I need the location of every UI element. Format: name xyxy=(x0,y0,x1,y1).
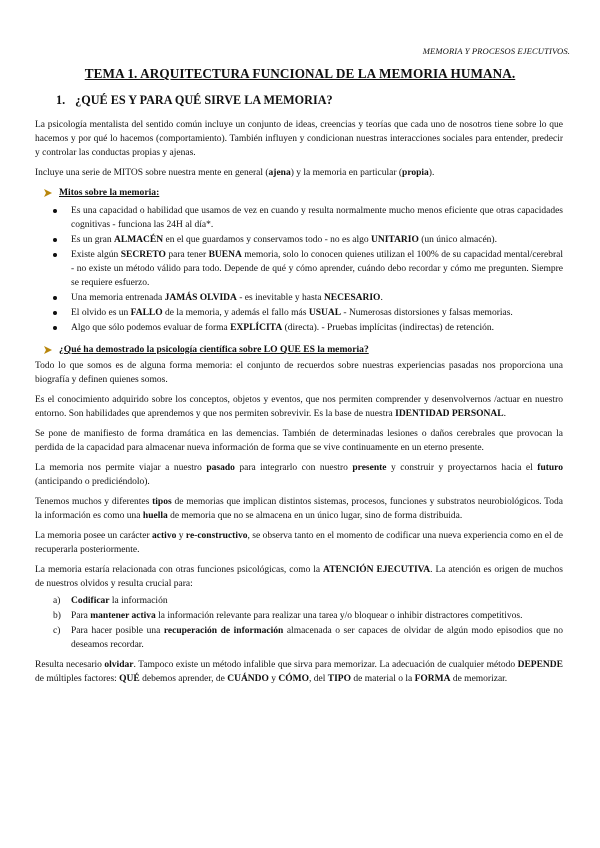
paragraph: Tenemos muchos y diferentes tipos de memorias que implican distintos sistemas, procesos, funciones y substratos neurobiológicos. Toda la información es como una huella de memoria que no se almacena en un único lugar, sino de forma distribuida. xyxy=(35,497,563,521)
paragraph: La memoria posee un carácter activo y re-constructivo, se observa tanto en el momento de codificar una nueva experiencia como en el de recuperarla posteriormente. xyxy=(35,531,564,555)
closing-paragraph: Resulta necesario olvidar. Tampoco existe un método infalible que sirva para memorizar. La adecuación de cualquier método DEPENDE de múltiples factores: QUÉ debemos aprender, de CUÁNDO y CÓMO, del TIPO de material o la FORMA de memorizar. xyxy=(35,660,563,684)
science-subheading: ¿Qué ha demostrado la psicología científica sobre LO QUE ES la memoria? xyxy=(43,343,563,357)
list-item: Existe algún SECRETO para tener BUENA memoria, solo lo conocen quienes utilizan el 100% de su capacidad mental/cerebral - no existe un método válido para todo. Depende de qué y cómo aprender, cuándo debo recordar y cómo me pregunten. Siempre se requiere esfuerzo. xyxy=(35,248,563,290)
paragraph: Es el conocimiento adquirido sobre los conceptos, objetos y eventos, que nos permiten comprender y desenvolvernos /actuar en nuestro entorno. Son habilidades que aprendemos y que nos permiten sobrevivir. Es la base de nuestra IDENTIDAD PERSONAL. xyxy=(35,395,563,419)
myths-subheading: Mitos sobre la memoria: xyxy=(43,186,563,200)
paragraph: La memoria nos permite viajar a nuestro pasado para integrarlo con nuestro presente y construir y proyectarnos hacia el futuro (anticipando o prediciéndolo). xyxy=(35,463,563,487)
paragraph: Todo lo que somos es de alguna forma memoria: el conjunto de recuerdos sobre nuestras experiencias pasadas nos proporciona una biografía y definen quienes somos. xyxy=(35,361,563,385)
document-body xyxy=(35,118,563,692)
attention-list xyxy=(35,594,563,652)
document-title: TEMA 1. ARQUITECTURA FUNCIONAL DE LA MEMORIA HUMANA. xyxy=(84,66,516,81)
list-item: Algo que sólo podemos evaluar de forma EXPLÍCITA (directa). - Pruebas implícitas (indirectas) de retención. xyxy=(35,321,563,335)
arrow-bullet-icon xyxy=(43,188,53,198)
section-heading-text: ¿QUÉ ES Y PARA QUÉ SIRVE LA MEMORIA? xyxy=(75,93,333,107)
list-item: c) Para hacer posible una recuperación de información almacenada o ser capaces de olvidar de algún modo episodios que no deseamos recordar. xyxy=(53,626,563,650)
running-header: MEMORIA Y PROCESOS EJECUTIVOS. xyxy=(422,46,570,56)
list-item: Es un gran ALMACÉN en el que guardamos y conservamos todo - no es algo UNITARIO (un único almacén). xyxy=(35,233,563,247)
section-heading xyxy=(56,93,333,108)
list-item: a) Codificar la información xyxy=(53,596,168,606)
list-item: Es una capacidad o habilidad que usamos de vez en cuando y resulta normalmente mucho menos eficiente que otras capacidades cognitivas - funciona las 24H al día*. xyxy=(35,204,563,232)
list-item: Una memoria entrenada JAMÁS OLVIDA - es inevitable y hasta NECESARIO. xyxy=(35,291,563,305)
myths-list xyxy=(35,204,563,335)
paragraph: La memoria estaría relacionada con otras funciones psicológicas, como la ATENCIÓN EJECUTIVA. La atención es origen de muchos de nuestros olvidos y resulta crucial para: xyxy=(35,565,564,589)
arrow-bullet-icon xyxy=(43,345,53,355)
list-item: El olvido es un FALLO de la memoria, y además el fallo más USUAL - Numerosas distorsiones y falsas memorias. xyxy=(35,306,563,320)
paragraph: Se pone de manifiesto de forma dramática en las demencias. También de determinadas lesiones o daños cerebrales que provocan la perdida de la capacidad para almacenar nueva información de forma que se vive continuamente en un eterno presente. xyxy=(35,429,563,453)
section-number: 1. xyxy=(56,93,66,107)
myths-intro-paragraph: Incluye una serie de MITOS sobre nuestra mente en general (ajena) y la memoria en particular (propia). xyxy=(35,168,435,178)
list-item: b) Para mantener activa la información relevante para realizar una tarea y/o bloquear o inhibir distractores competitivos. xyxy=(53,611,523,621)
intro-paragraph: La psicología mentalista del sentido común incluye un conjunto de ideas, creencias y teorías que cada uno de nosotros tiene sobre lo que hacemos y por qué lo hacemos (comportamiento). También influyen y condicionan nuestras interacciones sociales para entender, predecir y controlar las conductas propias y ajenas. xyxy=(35,120,563,158)
